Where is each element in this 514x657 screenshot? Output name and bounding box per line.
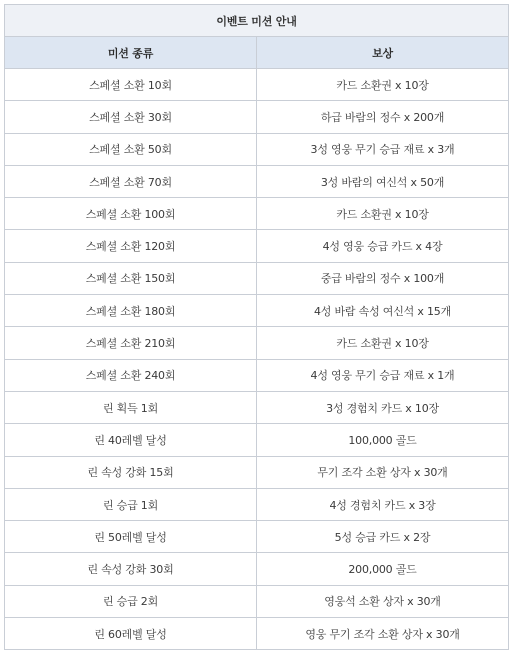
column-header-row xyxy=(5,37,509,69)
reward-cell: 3성 경험치 카드 x 10장 xyxy=(257,391,509,423)
column-header-reward: 보상 xyxy=(257,37,509,69)
table-title-row xyxy=(5,5,509,37)
column-header-mission: 미션 종류 xyxy=(5,37,257,69)
mission-cell: 린 속성 강화 15회 xyxy=(5,456,257,488)
mission-cell: 린 승급 2회 xyxy=(5,585,257,617)
table-row xyxy=(5,69,509,101)
mission-cell: 린 획득 1회 xyxy=(5,391,257,423)
mission-cell: 린 50레벨 달성 xyxy=(5,521,257,553)
mission-cell: 스페셜 소환 120회 xyxy=(5,230,257,262)
table-row xyxy=(5,424,509,456)
reward-cell: 4성 영웅 무기 승급 재료 x 1개 xyxy=(257,359,509,391)
table-title: 이벤트 미션 안내 xyxy=(5,5,509,37)
reward-cell: 무기 조각 소환 상자 x 30개 xyxy=(257,456,509,488)
table-row xyxy=(5,359,509,391)
mission-cell: 스페셜 소환 30회 xyxy=(5,101,257,133)
mission-cell: 스페셜 소환 240회 xyxy=(5,359,257,391)
table-row xyxy=(5,521,509,553)
reward-cell: 4성 경험치 카드 x 3장 xyxy=(257,488,509,520)
reward-cell: 200,000 골드 xyxy=(257,553,509,585)
reward-cell: 5성 승급 카드 x 2장 xyxy=(257,521,509,553)
mission-cell: 스페셜 소환 50회 xyxy=(5,133,257,165)
mission-cell: 린 60레벨 달성 xyxy=(5,618,257,650)
table-row xyxy=(5,230,509,262)
mission-cell: 린 승급 1회 xyxy=(5,488,257,520)
reward-cell: 영웅 무기 조각 소환 상자 x 30개 xyxy=(257,618,509,650)
reward-cell: 카드 소환권 x 10장 xyxy=(257,327,509,359)
reward-cell: 100,000 골드 xyxy=(257,424,509,456)
table-row xyxy=(5,133,509,165)
table-row xyxy=(5,165,509,197)
table-row xyxy=(5,101,509,133)
table-row xyxy=(5,456,509,488)
table-row xyxy=(5,262,509,294)
table-row xyxy=(5,553,509,585)
reward-cell: 4성 영웅 승급 카드 x 4장 xyxy=(257,230,509,262)
table-row xyxy=(5,618,509,650)
table-row xyxy=(5,295,509,327)
table-row xyxy=(5,198,509,230)
table-row xyxy=(5,488,509,520)
mission-cell: 스페셜 소환 10회 xyxy=(5,69,257,101)
event-mission-table xyxy=(4,4,509,650)
reward-cell: 3성 영웅 무기 승급 재료 x 3개 xyxy=(257,133,509,165)
mission-cell: 린 속성 강화 30회 xyxy=(5,553,257,585)
mission-cell: 스페셜 소환 100회 xyxy=(5,198,257,230)
mission-cell: 스페셜 소환 180회 xyxy=(5,295,257,327)
mission-cell: 스페셜 소환 210회 xyxy=(5,327,257,359)
mission-cell: 린 40레벨 달성 xyxy=(5,424,257,456)
reward-cell: 카드 소환권 x 10장 xyxy=(257,198,509,230)
reward-cell: 하급 바람의 정수 x 200개 xyxy=(257,101,509,133)
table-row xyxy=(5,585,509,617)
reward-cell: 3성 바람의 여신석 x 50개 xyxy=(257,165,509,197)
mission-cell: 스페셜 소환 70회 xyxy=(5,165,257,197)
mission-cell: 스페셜 소환 150회 xyxy=(5,262,257,294)
reward-cell: 영웅석 소환 상자 x 30개 xyxy=(257,585,509,617)
reward-cell: 4성 바람 속성 여신석 x 15개 xyxy=(257,295,509,327)
reward-cell: 중급 바람의 정수 x 100개 xyxy=(257,262,509,294)
table-row xyxy=(5,327,509,359)
table-row xyxy=(5,391,509,423)
reward-cell: 카드 소환권 x 10장 xyxy=(257,69,509,101)
